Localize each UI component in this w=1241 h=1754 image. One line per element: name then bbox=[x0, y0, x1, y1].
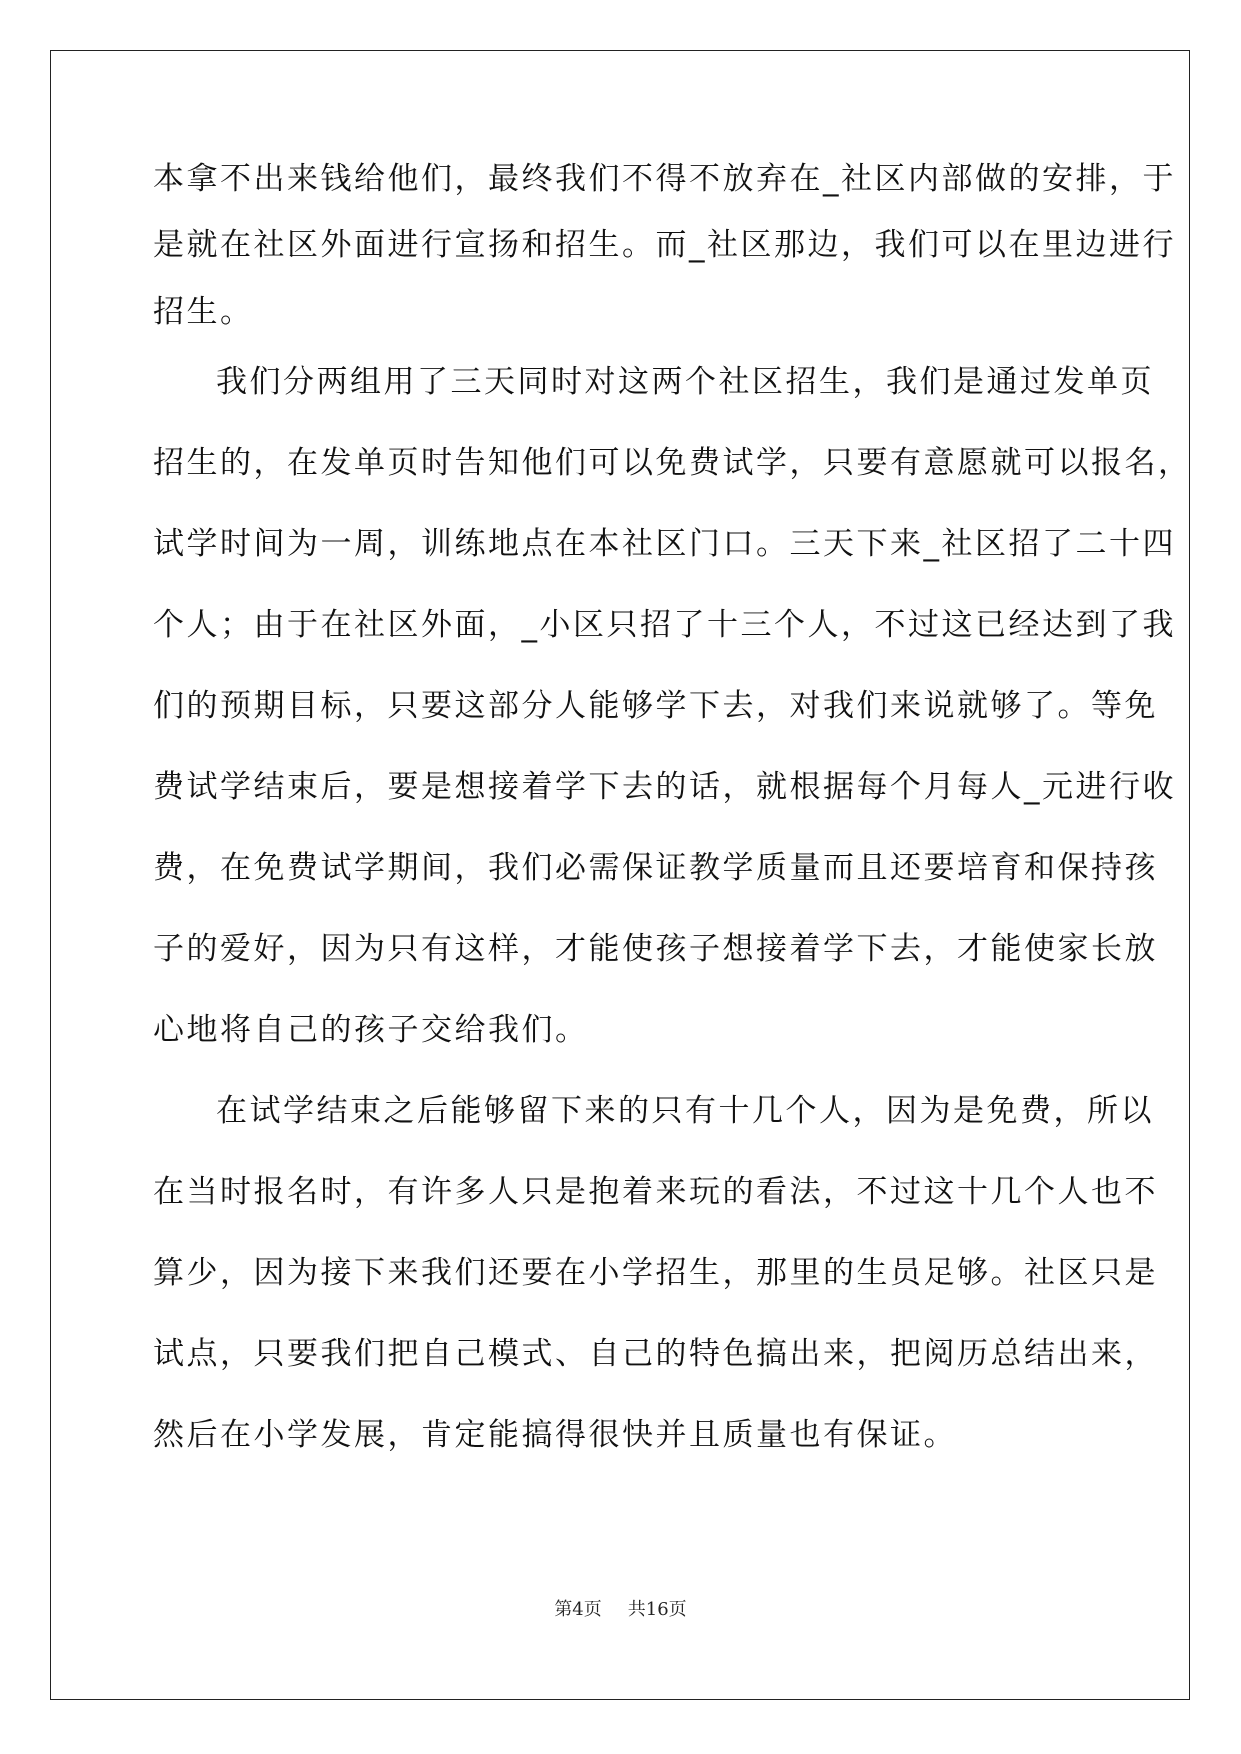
paragraph-line: 试学时间为一周，训练地点在本社区门口。三天下来_社区招了二十四 bbox=[153, 526, 1176, 562]
paragraph-line: 费试学结束后，要是想接着学下去的话，就根据每个月每人_元进行收 bbox=[153, 769, 1176, 805]
paragraph-line: 心地将自己的孩子交给我们。 bbox=[153, 1012, 589, 1048]
paragraph-line: 招生的，在发单页时告知他们可以免费试学，只要有意愿就可以报名， bbox=[153, 445, 1192, 481]
paragraph-line: 本拿不出来钱给他们，最终我们不得不放弃在_社区内部做的安排，于 bbox=[153, 161, 1176, 197]
paragraph-line: 个人；由于在社区外面，_小区只招了十三个人，不过这已经达到了我 bbox=[153, 607, 1176, 643]
paragraph-line: 然后在小学发展，肯定能搞得很快并且质量也有保证。 bbox=[153, 1417, 957, 1453]
page-number: 第4页 bbox=[554, 1599, 602, 1620]
paragraph-line: 是就在社区外面进行宣扬和招生。而_社区那边，我们可以在里边进行 bbox=[153, 227, 1176, 263]
paragraph-line: 子的爱好，因为只有这样，才能使孩子想接着学下去，才能使家长放 bbox=[153, 931, 1158, 967]
paragraph-line: 们的预期目标，只要这部分人能够学下去，对我们来说就够了。等免 bbox=[153, 688, 1158, 724]
page-total: 共16页 bbox=[627, 1599, 687, 1620]
paragraph-line: 算少，因为接下来我们还要在小学招生，那里的生员足够。社区只是 bbox=[153, 1255, 1158, 1291]
paragraph-line: 试点，只要我们把自己模式、自己的特色搞出来，把阅历总结出来， bbox=[153, 1336, 1158, 1372]
paragraph-line: 在当时报名时，有许多人只是抱着来玩的看法，不过这十几个人也不 bbox=[153, 1174, 1158, 1210]
paragraph-line: 招生。 bbox=[153, 294, 254, 330]
paragraph-line: 我们分两组用了三天同时对这两个社区招生，我们是通过发单页 bbox=[216, 364, 1154, 400]
paragraph-line: 费，在免费试学期间，我们必需保证教学质量而且还要培育和保持孩 bbox=[153, 850, 1158, 886]
paragraph-line: 在试学结束之后能够留下来的只有十几个人，因为是免费，所以 bbox=[216, 1093, 1154, 1129]
page-footer bbox=[0, 1595, 1241, 1621]
